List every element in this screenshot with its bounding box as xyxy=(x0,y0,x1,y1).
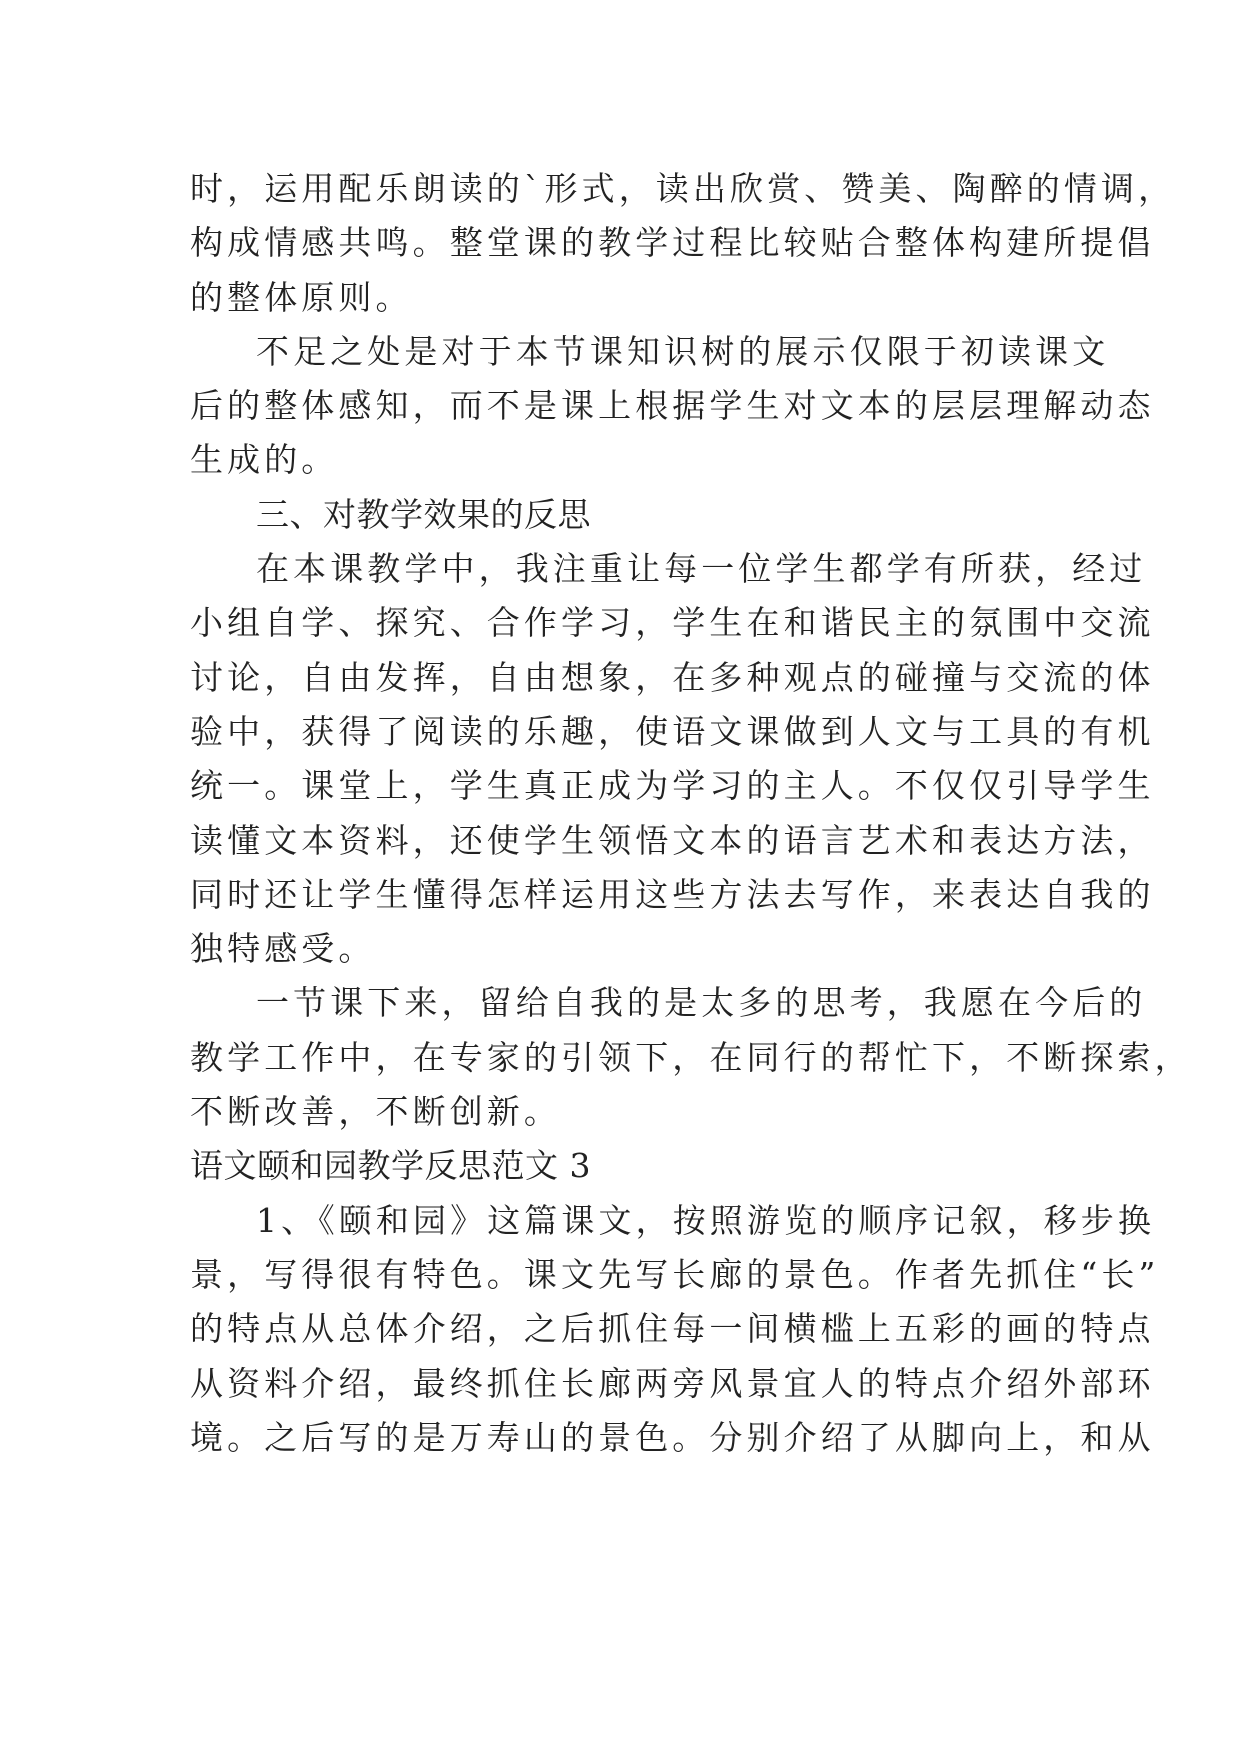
text-line: 后的整体感知，而不是课上根据学生对文本的层层理解动态 xyxy=(190,386,1155,426)
text-line: 景，写得很有特色。课文先写长廊的景色。作者先抓住“长” xyxy=(190,1254,1160,1294)
text-line: 不足之处是对于本节课知识树的展示仅限于初读课文 xyxy=(256,331,1110,371)
text-line: 同时还让学生懂得怎样运用这些方法去写作，来表达自我的 xyxy=(190,874,1155,914)
section-heading xyxy=(190,488,1070,542)
article-title-text: 语文颐和园教学反思范文 3 xyxy=(190,1146,591,1186)
text-line: 讨论，自由发挥，自由想象，在多种观点的碰撞与交流的体 xyxy=(190,657,1155,697)
paragraph-shortcoming xyxy=(190,325,1155,488)
text-line: 在本课教学中，我注重让每一位学生都学有所获，经过 xyxy=(256,549,1147,589)
document-body xyxy=(190,162,1192,1465)
paragraph-closing xyxy=(190,976,1192,1139)
section-heading-text: 三、对教学效果的反思 xyxy=(256,494,591,534)
text-line: 一节课下来，留给自我的是太多的思考，我愿在今后的 xyxy=(256,983,1147,1023)
article-title xyxy=(190,1139,1070,1193)
text-line: 生成的。 xyxy=(190,440,339,480)
text-line: 独特感受。 xyxy=(190,929,376,969)
text-line: 不断改善，不断创新。 xyxy=(190,1092,561,1132)
paragraph-effect xyxy=(190,542,1155,976)
text-line: 境。之后写的是万寿山的景色。分别介绍了从脚向上，和从 xyxy=(190,1417,1155,1457)
paragraph-article3 xyxy=(190,1194,1160,1465)
text-line: 的特点从总体介绍，之后抓住每一间横槛上五彩的画的特点 xyxy=(190,1309,1155,1349)
text-line: 从资料介绍，最终抓住长廊两旁风景宜人的特点介绍外部环 xyxy=(190,1363,1155,1403)
text-line: 验中，获得了阅读的乐趣，使语文课做到人文与工具的有机 xyxy=(190,711,1155,751)
paragraph-continued xyxy=(190,162,1176,325)
text-line: 时，运用配乐朗读的`形式，读出欣赏、赞美、陶醉的情调， xyxy=(190,169,1176,208)
text-line: 1、《颐和园》这篇课文，按照游览的顺序记叙，移步换 xyxy=(256,1200,1155,1240)
text-line: 构成情感共鸣。整堂课的教学过程比较贴合整体构建所提倡 xyxy=(190,223,1155,263)
text-line: 的整体原则。 xyxy=(190,277,413,317)
text-line: 统一。课堂上，学生真正成为学习的主人。不仅仅引导学生 xyxy=(190,766,1155,806)
text-line: 读懂文本资料，还使学生领悟文本的语言艺术和表达方法， xyxy=(190,820,1155,860)
text-line: 小组自学、探究、合作学习，学生在和谐民主的氛围中交流 xyxy=(190,603,1155,643)
text-line: 教学工作中，在专家的引领下，在同行的帮忙下，不断探索， xyxy=(190,1037,1192,1077)
